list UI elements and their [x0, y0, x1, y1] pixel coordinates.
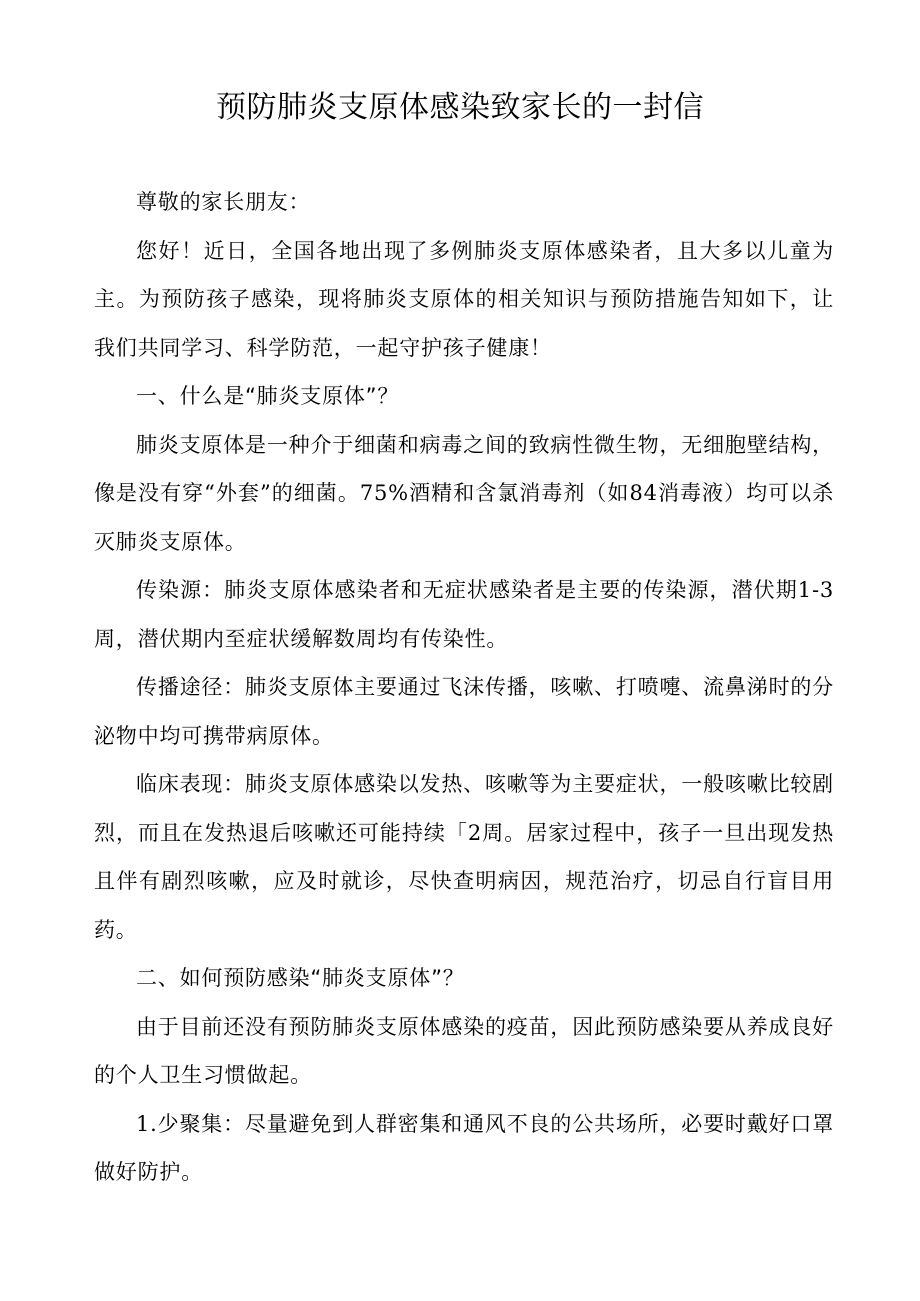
salutation: 尊敬的家长朋友： — [136, 190, 311, 214]
paragraph-clinical: 临床表现：肺炎支原体感染以发热、咳嗽等为主要症状，一般咳嗽比较剧烈，而且在发热退后咳嗽还可能持续「2周。居家过程中，孩子一旦出现发热且伴有剧烈咳嗽，应及时就诊，尽快查明病因，规范治疗，切忌自行盲目用药。 — [94, 772, 834, 942]
document-body — [94, 178, 834, 1197]
section-heading-2: 二、如何预防感染“肺炎支原体”？ — [136, 966, 465, 990]
document-title: 预防肺炎支原体感染致家长的一封信 — [216, 90, 704, 125]
paragraph-greeting: 您好！近日，全国各地出现了多例肺炎支原体感染者，且大多以儿童为主。为预防孩子感染，现将肺炎支原体的相关知识与预防措施告知如下，让我们共同学习、科学防范，一起守护孩子健康！ — [94, 238, 834, 360]
paragraph-transmission: 传播途径：肺炎支原体主要通过飞沫传播，咳嗽、打喷嚏、流鼻涕时的分泌物中均可携带病原体。 — [94, 675, 834, 748]
paragraph-definition: 肺炎支原体是一种介于细菌和病毒之间的致病性微生物，无细胞壁结构，像是没有穿“外套”的细菌。75%酒精和含氯消毒剂（如84消毒液）均可以杀灭肺炎支原体。 — [94, 432, 834, 554]
section-heading-1: 一、什么是“肺炎支原体”？ — [136, 384, 400, 408]
paragraph-prevention-1: 1.少聚集：尽量避免到人群密集和通风不良的公共场所，必要时戴好口罩做好防护。 — [94, 1111, 834, 1184]
paragraph-infection-source: 传染源：肺炎支原体感染者和无症状感染者是主要的传染源，潜伏期1-3周，潜伏期内至症状缓解数周均有传染性。 — [94, 578, 834, 651]
paragraph-prevention-intro: 由于目前还没有预防肺炎支原体感染的疫苗，因此预防感染要从养成良好的个人卫生习惯做起。 — [94, 1014, 834, 1087]
